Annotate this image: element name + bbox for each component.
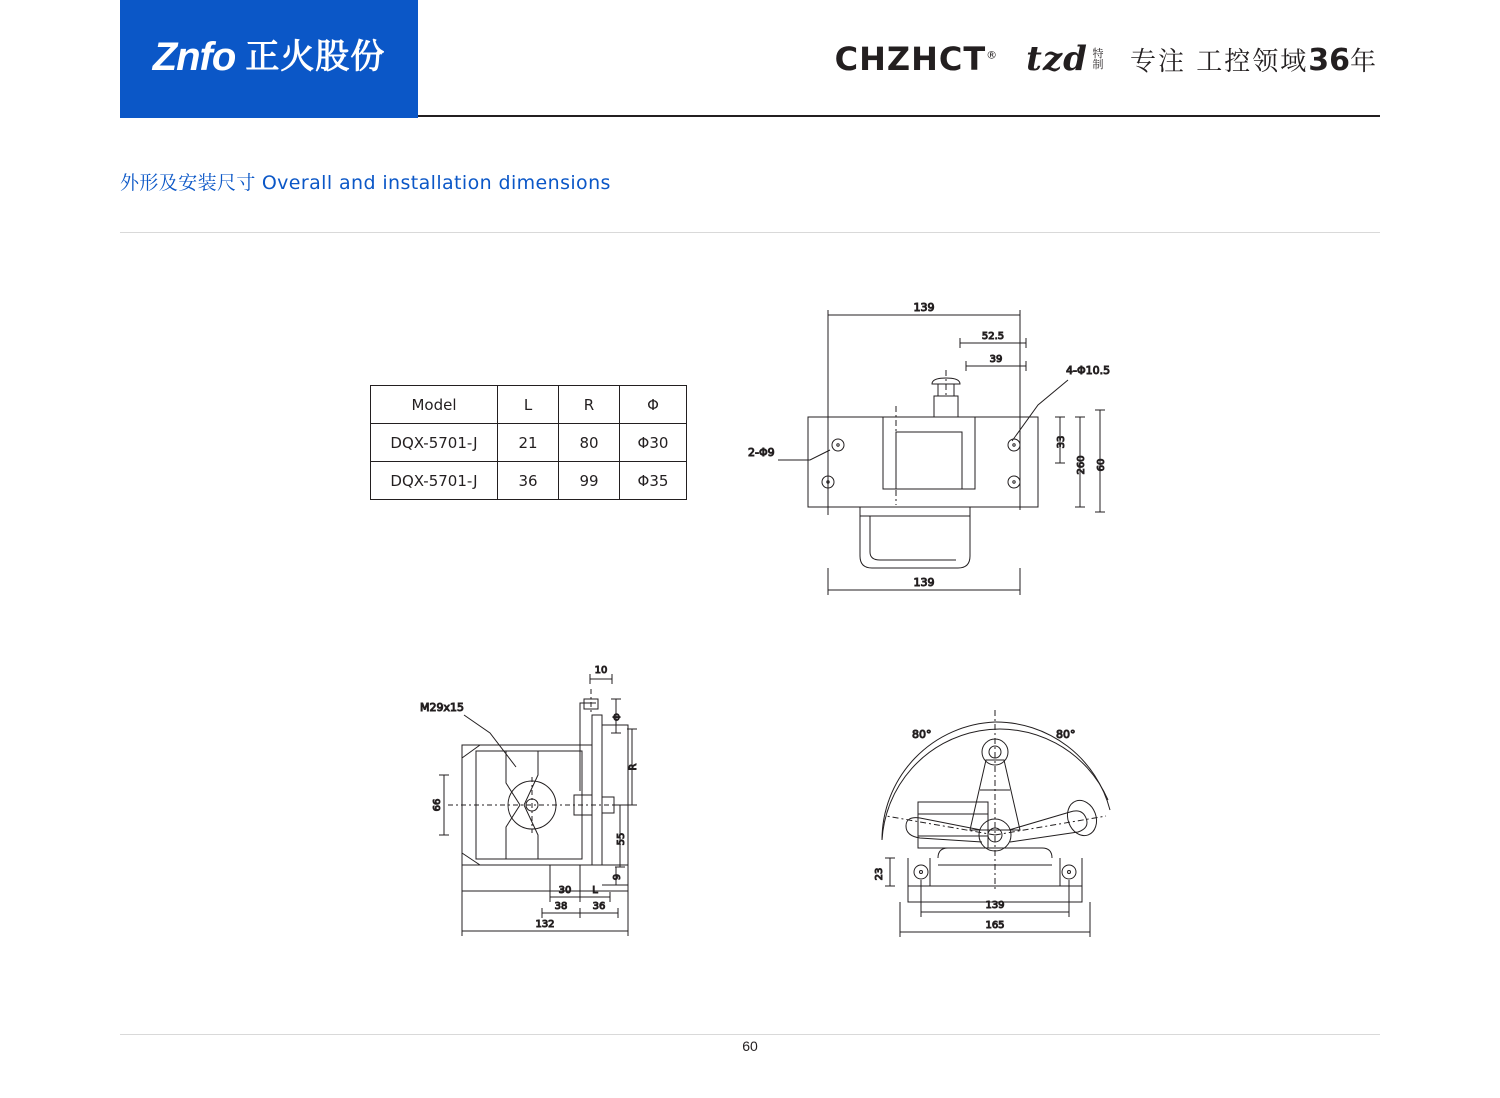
- dim-36: 36: [592, 901, 606, 912]
- footer-divider: [120, 1034, 1380, 1035]
- page-title: [120, 168, 611, 195]
- dim-10: 10: [594, 665, 608, 676]
- cell-phi: Φ35: [620, 462, 687, 500]
- dim-l: L: [592, 885, 598, 896]
- page-title-en: Overall and installation dimensions: [261, 172, 611, 194]
- brand-chzhct: [835, 40, 999, 78]
- header-brand-row: [418, 0, 1380, 118]
- cell-model: DQX-5701-J: [371, 424, 498, 462]
- dim-260: 260: [1076, 455, 1087, 475]
- page-number: 60: [742, 1038, 758, 1054]
- column-header-r: R: [559, 386, 620, 424]
- slogan-number: 36: [1308, 42, 1350, 78]
- dim-132: 132: [535, 919, 555, 930]
- brand-tzd-cn: 特 制: [1092, 47, 1104, 71]
- dim-165: 165: [985, 920, 1005, 931]
- dim-55: 55: [616, 832, 627, 846]
- dim-139-top: 139: [913, 301, 935, 314]
- table-header-row: [371, 386, 687, 424]
- dim-66: 66: [432, 798, 443, 812]
- dim-52-5: 52.5: [981, 331, 1005, 342]
- dim-9: 9: [612, 873, 623, 881]
- table-row: [371, 462, 687, 500]
- specification-table: [370, 385, 687, 500]
- label-4-phi10-5: 4-Φ10.5: [1066, 364, 1111, 377]
- header-divider: [418, 115, 1380, 117]
- slogan-prefix: 专注 工控领域: [1129, 46, 1309, 77]
- header-slogan: [1130, 41, 1378, 78]
- dim-30: 30: [558, 885, 572, 896]
- angle-left-80: 80°: [912, 728, 932, 741]
- dim-r: R: [628, 763, 639, 771]
- title-divider: [120, 232, 1380, 233]
- dim-39: 39: [989, 354, 1003, 365]
- dim-33: 33: [1056, 435, 1067, 449]
- slogan-suffix: 年: [1349, 46, 1378, 77]
- front-view-drawing: [720, 300, 1160, 620]
- side-view-drawing: [420, 655, 710, 945]
- label-m29x15: M29x15: [420, 701, 464, 714]
- column-header-model: Model: [371, 386, 498, 424]
- dim-139-bottom: 139: [913, 576, 935, 589]
- angle-right-80: 80°: [1056, 728, 1076, 741]
- dim-23: 23: [874, 867, 885, 881]
- dim-139: 139: [985, 900, 1005, 911]
- brand-chzhct-text: CHZHCT: [834, 40, 987, 78]
- page-header: [0, 0, 1500, 128]
- logo-wordmark-en: Znfo: [152, 35, 236, 79]
- dim-phi: Φ: [612, 713, 623, 721]
- cell-r: 99: [559, 462, 620, 500]
- label-2-phi9: 2-Φ9: [748, 446, 775, 459]
- brand-tzd: tzd: [1026, 39, 1088, 79]
- column-header-phi: Φ: [620, 386, 687, 424]
- logo-wordmark-cn: 正火股份: [245, 37, 386, 77]
- dim-38: 38: [554, 901, 568, 912]
- column-header-l: L: [498, 386, 559, 424]
- cell-phi: Φ30: [620, 424, 687, 462]
- cell-l: 21: [498, 424, 559, 462]
- travel-angle-drawing: [820, 690, 1150, 950]
- dim-60: 60: [1096, 458, 1107, 472]
- registered-mark-icon: ®: [986, 48, 999, 62]
- cell-l: 36: [498, 462, 559, 500]
- cell-model: DQX-5701-J: [371, 462, 498, 500]
- company-logo: [120, 0, 418, 118]
- cell-r: 80: [559, 424, 620, 462]
- page-title-cn: 外形及安装尺寸: [120, 172, 256, 194]
- table-row: [371, 424, 687, 462]
